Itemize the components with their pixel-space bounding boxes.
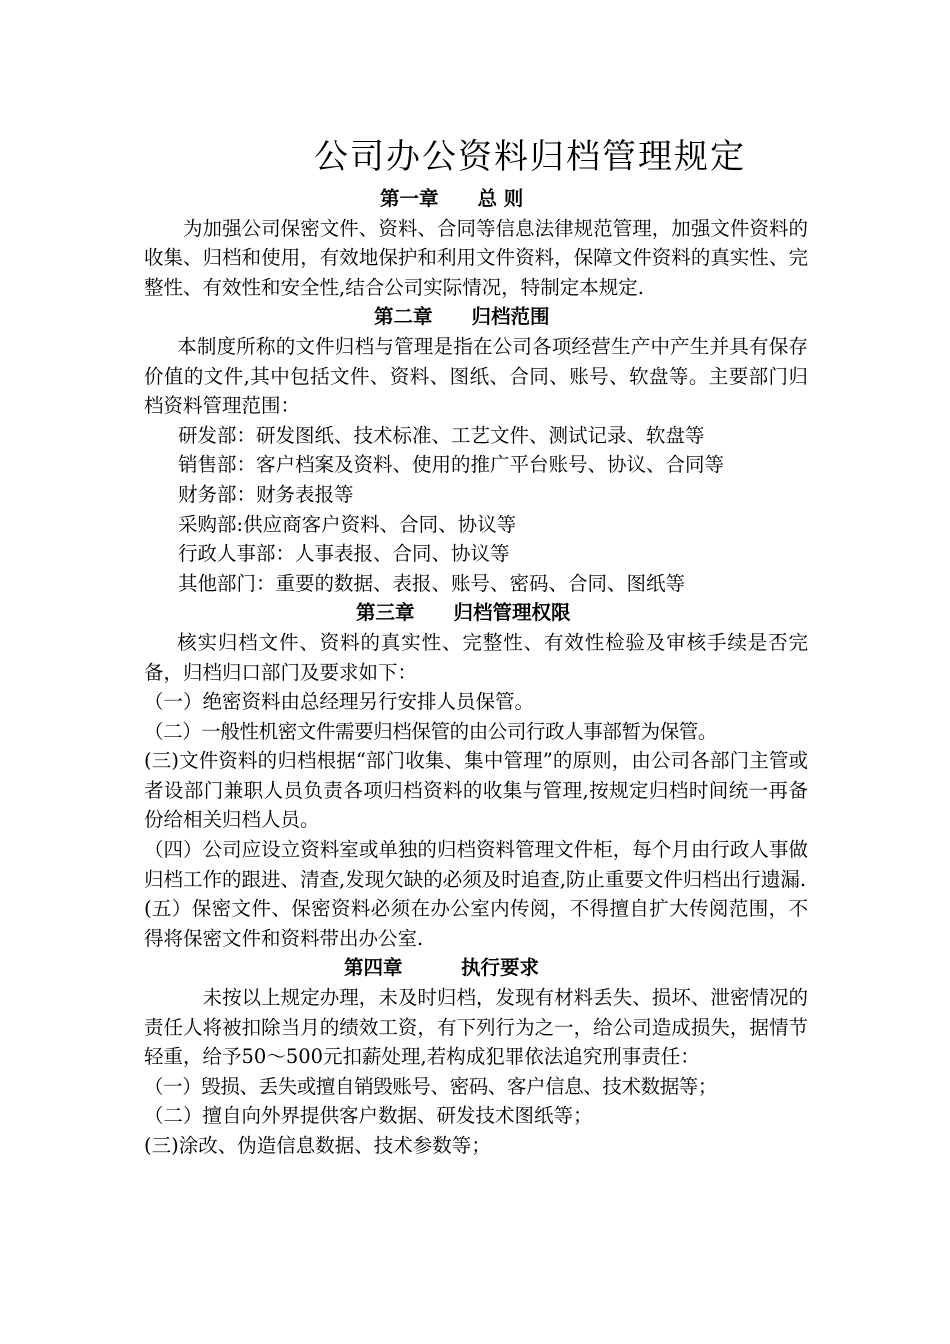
paragraph: 为加强公司保密文件、资料、合同等信息法律规范管理，加强文件资料的收集、归档和使用，有效地保护和利用文件资料，保障文件资料的真实性、完整性、有效性和安全性,结合公司实际情况，特制定本规定. xyxy=(144,216,808,299)
chapter-heading: 第一章 总 则 xyxy=(380,187,524,210)
document-body xyxy=(144,184,808,1161)
list-item: 财务部：财务表报等 xyxy=(178,482,354,506)
list-item: 其他部门：重要的数据、表报、账号、密码、合同、图纸等 xyxy=(178,571,686,595)
list-item: 行政人事部：人事表报、合同、协议等 xyxy=(178,542,510,566)
chapter-heading: 第二章 归档范围 xyxy=(374,305,550,329)
chapter-heading: 第四章 执行要求 xyxy=(344,956,540,980)
list-item: （一）毁损、丢失或擅自销毁账号、密码、客户信息、技术数据等； xyxy=(144,1074,718,1098)
list-item: (三)涂改、伪造信息数据、技术参数等； xyxy=(144,1134,491,1157)
paragraph: 本制度所称的文件归档与管理是指在公司各项经营生产中产生并具有保存价值的文件,其中包括文件、资料、图纸、合同、账号、软盘等。主要部门归档资料管理范围： xyxy=(144,334,808,418)
paragraph: 未按以上规定办理，未及时归档，发现有材料丢失、损坏、泄密情况的责任人将被扣除当月的绩效工资，有下列行为之一，给公司造成损失，据情节轻重，给予50～500元扣薪处理,若构成犯罪依法追究刑事责任： xyxy=(144,986,808,1069)
list-item: （一）绝密资料由总经理另行安排人员保管。 xyxy=(144,690,535,714)
list-item: （四）公司应设立资料室或单独的归档资料管理文件柜，每个月由行政人事做归档工作的跟进、清查,发现欠缺的必须及时追查,防止重要文件归档出行遗漏. xyxy=(144,838,808,891)
list-item: 研发部：研发图纸、技术标准、工艺文件、测试记录、软盘等 xyxy=(178,423,705,447)
document-title: 公司办公资料归档管理规定 xyxy=(314,137,746,177)
list-item: （二）擅自向外界提供客户数据、研发技术图纸等； xyxy=(144,1104,593,1128)
list-item: (三)文件资料的归档根据“部门收集、集中管理”的原则，由公司各部门主管或者设部门兼职人员负责各项归档资料的收集与管理,按规定归档时间统一再备份给相关归档人员。 xyxy=(144,749,808,832)
list-item: 采购部:供应商客户资料、合同、协议等 xyxy=(178,512,517,536)
chapter-heading: 第三章 归档管理权限 xyxy=(356,601,571,625)
list-item: 销售部：客户档案及资料、使用的推广平台账号、协议、合同等 xyxy=(178,453,725,477)
list-item: (五）保密文件、保密资料必须在办公室内传阅，不得擅自扩大传阅范围，不得将保密文件和资料带出办公室. xyxy=(144,897,808,950)
paragraph: 核实归档文件、资料的真实性、完整性、有效性检验及审核手续是否完备，归档归口部门及要求如下： xyxy=(144,630,808,684)
list-item: （二）一般性机密文件需要归档保管的由公司行政人事部暂为保管。 xyxy=(144,719,718,743)
